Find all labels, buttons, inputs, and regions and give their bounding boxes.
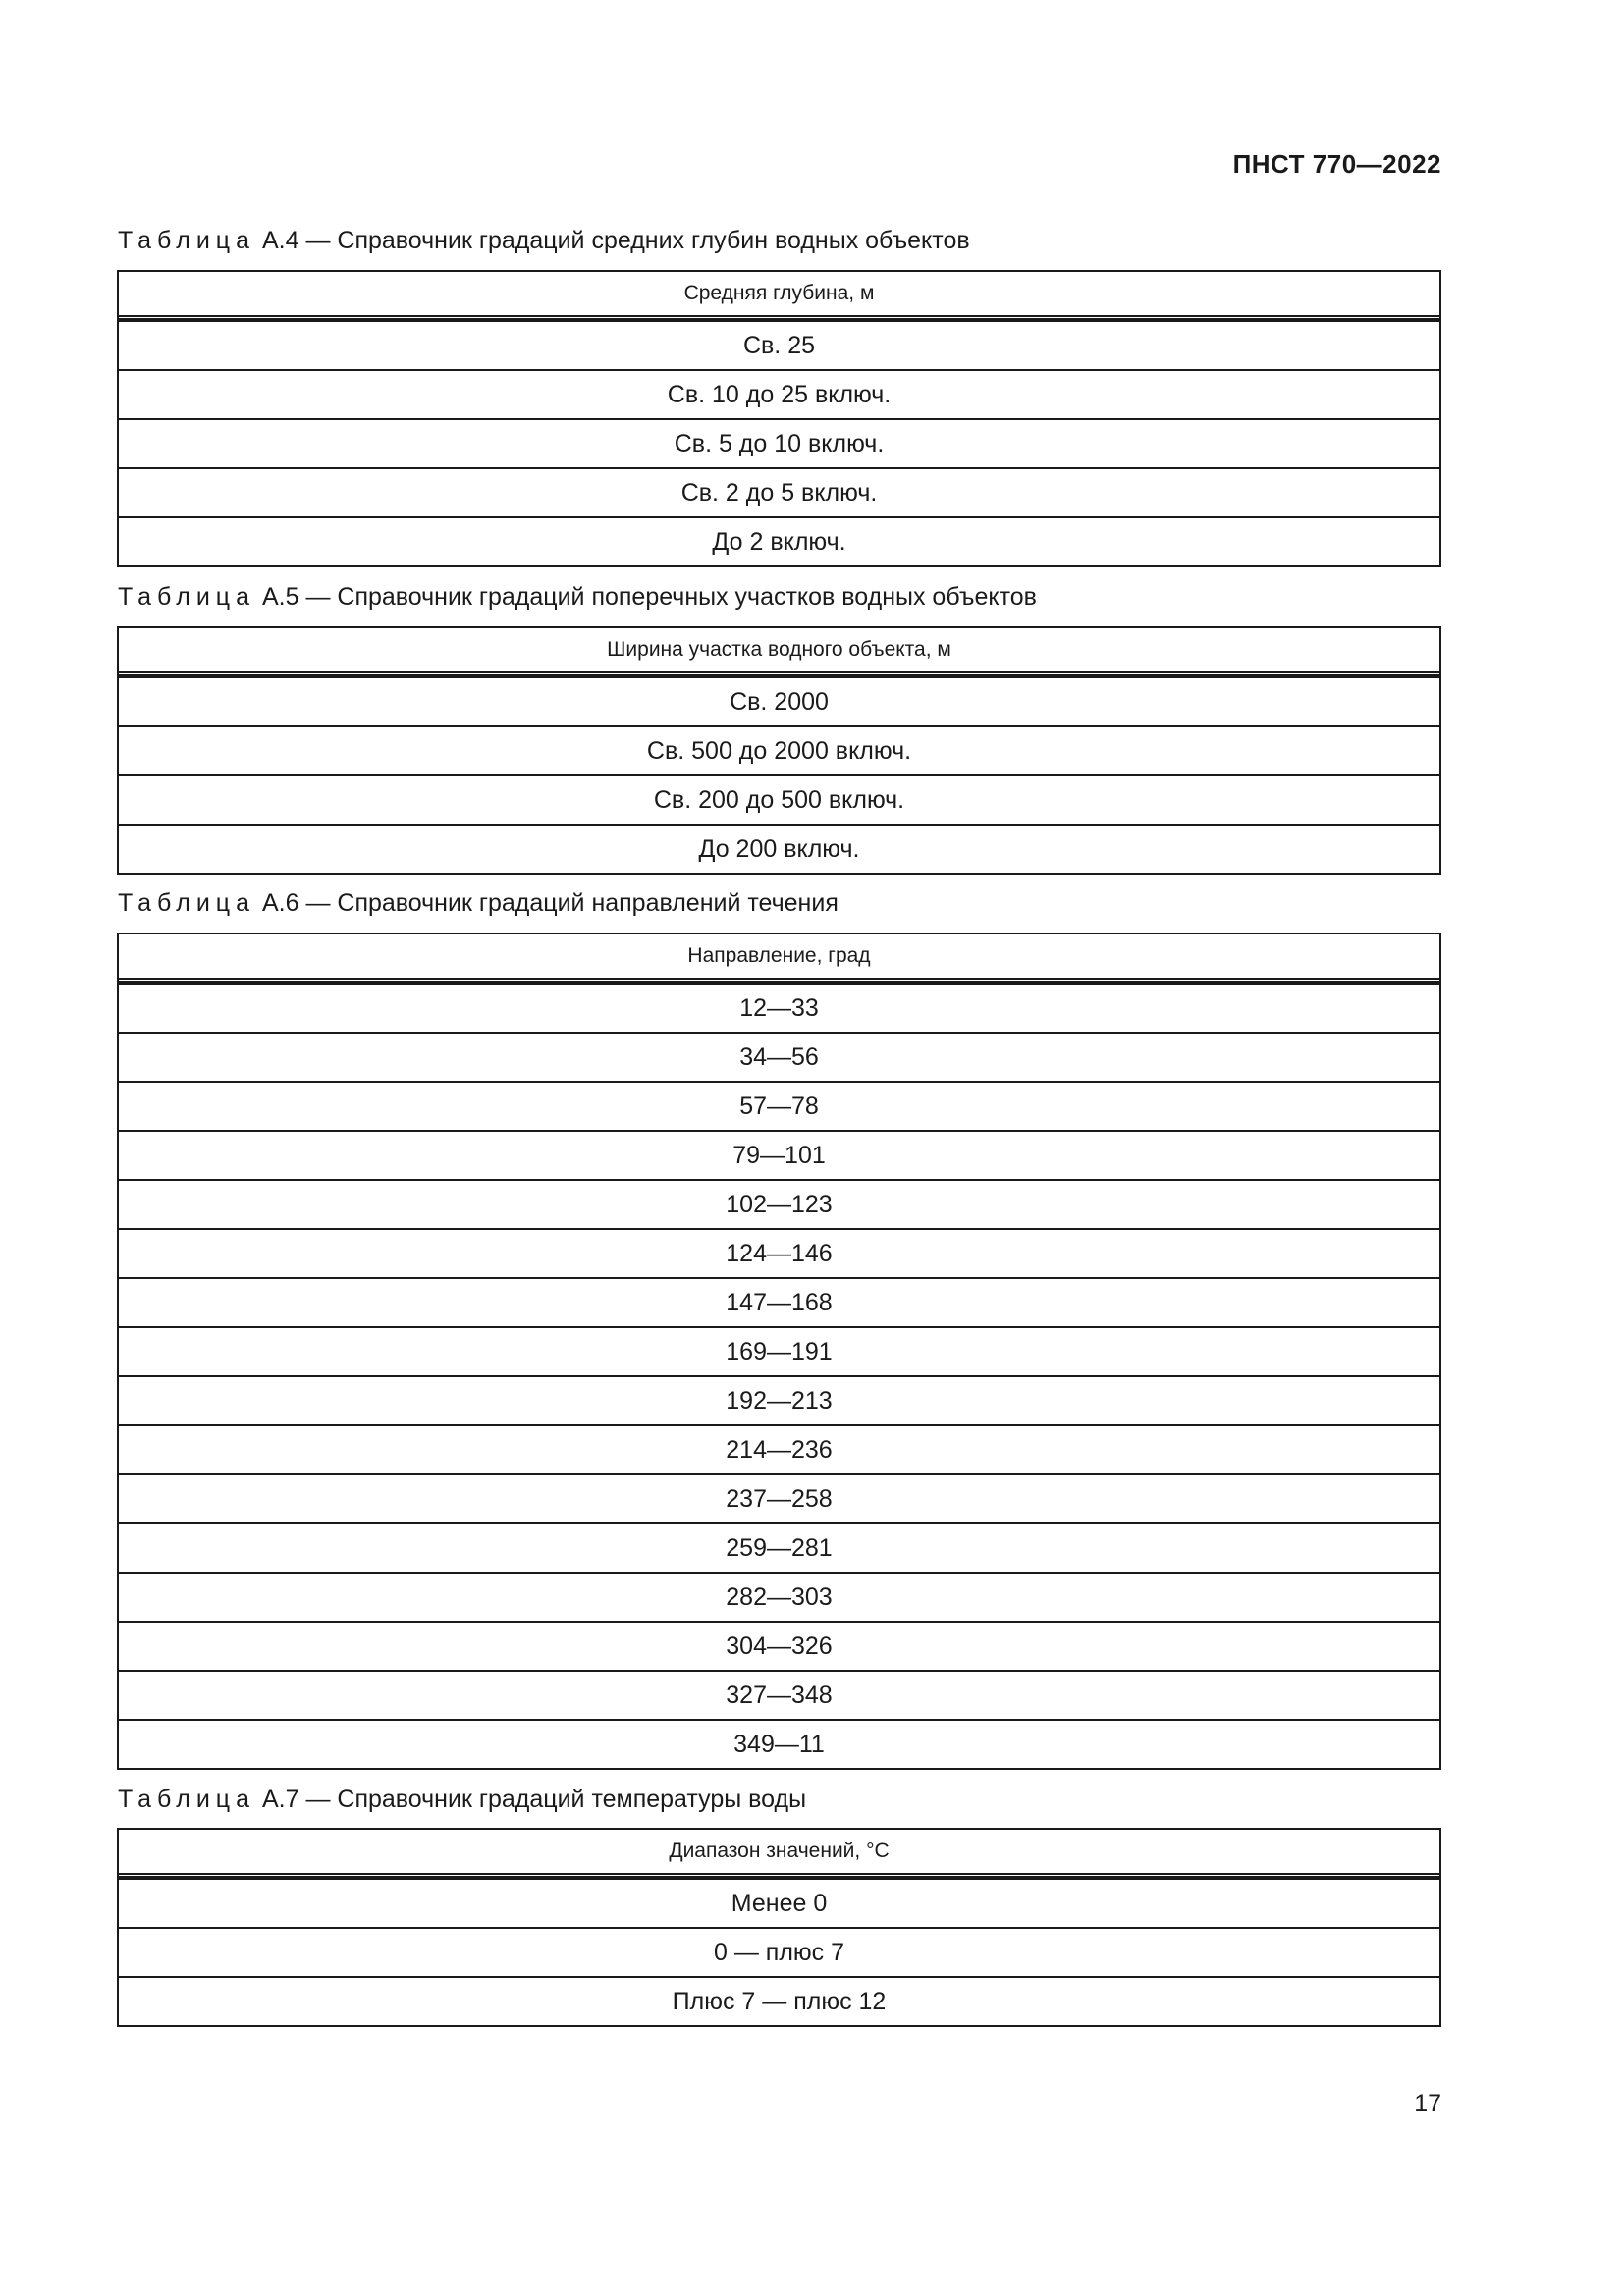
column-header: Диапазон значений, °С xyxy=(119,1830,1439,1878)
table-title: А.6 — Справочник градаций направлений течения xyxy=(255,889,839,917)
table-row: Св. 5 до 10 включ. xyxy=(119,418,1439,467)
table-label: Таблица xyxy=(118,889,256,917)
table-caption-a6 xyxy=(118,888,839,918)
table-a4-mean-depth xyxy=(117,270,1441,567)
table-row: Св. 2000 xyxy=(119,676,1439,725)
table-row: 79—101 xyxy=(119,1130,1439,1179)
column-header: Средняя глубина, м xyxy=(119,272,1439,320)
table-label: Таблица xyxy=(118,1786,256,1813)
table-row: Св. 200 до 500 включ. xyxy=(119,774,1439,824)
table-row: До 200 включ. xyxy=(119,824,1439,873)
table-a7-water-temperature xyxy=(117,1828,1441,2027)
table-row: 349—11 xyxy=(119,1719,1439,1768)
table-title: А.4 — Справочник градаций средних глубин водных объектов xyxy=(255,227,970,254)
table-title: А.5 — Справочник градаций поперечных участков водных объектов xyxy=(255,583,1037,611)
table-caption-a7 xyxy=(118,1785,806,1814)
table-row: Плюс 7 — плюс 12 xyxy=(119,1976,1439,2025)
table-row: Св. 10 до 25 включ. xyxy=(119,369,1439,418)
document-code: ПНСТ 770—2022 xyxy=(1232,149,1441,179)
table-row: Св. 500 до 2000 включ. xyxy=(119,725,1439,774)
table-row: 102—123 xyxy=(119,1179,1439,1228)
table-row: 0 — плюс 7 xyxy=(119,1927,1439,1976)
table-row: 214—236 xyxy=(119,1424,1439,1473)
table-caption-a5 xyxy=(118,582,1037,612)
column-header: Ширина участка водного объекта, м xyxy=(119,628,1439,676)
table-row: 327—348 xyxy=(119,1670,1439,1719)
table-label: Таблица xyxy=(118,583,256,611)
table-row: 304—326 xyxy=(119,1621,1439,1670)
table-row: 57—78 xyxy=(119,1081,1439,1130)
page-number: 17 xyxy=(1414,2090,1441,2117)
table-caption-a4 xyxy=(118,226,970,255)
table-row: 147—168 xyxy=(119,1277,1439,1326)
table-row: 124—146 xyxy=(119,1228,1439,1277)
table-row: 259—281 xyxy=(119,1522,1439,1572)
table-row: Св. 25 xyxy=(119,320,1439,369)
table-label: Таблица xyxy=(118,227,256,254)
table-row: 169—191 xyxy=(119,1326,1439,1375)
table-row: 237—258 xyxy=(119,1473,1439,1522)
column-header: Направление, град xyxy=(119,934,1439,983)
table-row: 34—56 xyxy=(119,1032,1439,1081)
table-row: Св. 2 до 5 включ. xyxy=(119,467,1439,516)
table-row: 192—213 xyxy=(119,1375,1439,1424)
table-a5-cross-section-width xyxy=(117,626,1441,875)
table-row: 12—33 xyxy=(119,983,1439,1032)
table-row: До 2 включ. xyxy=(119,516,1439,565)
table-row: 282—303 xyxy=(119,1572,1439,1621)
table-title: А.7 — Справочник градаций температуры воды xyxy=(255,1786,807,1813)
table-a6-flow-direction xyxy=(117,933,1441,1770)
table-row: Менее 0 xyxy=(119,1878,1439,1927)
